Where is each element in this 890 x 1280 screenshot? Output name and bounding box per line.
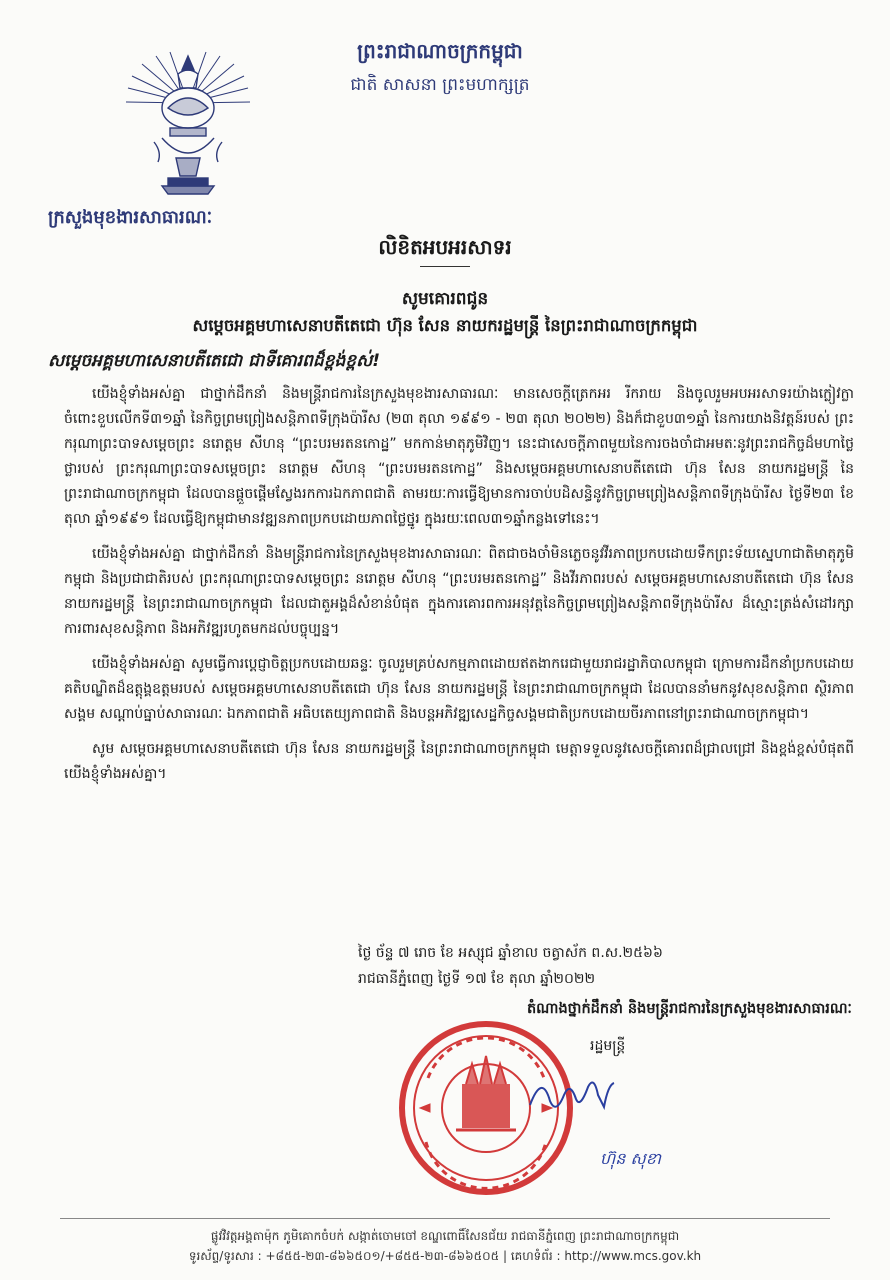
footer-contact: ទូរស័ព្ទ/ទូរសារ : +៨៥៥-២៣-៨៦៦៥០១/+៨៥៥-២៣-៨៦៦៥០៥ | គេហទំព័រ : http://www.mcs.gov.kh [188,1249,702,1263]
salutation: សម្ដេចអគ្គមហាសេនាបតីតេជោ ជាទីគោរពដ៏ខ្ពង់ខ្ពស់! [48,351,381,371]
solar-date: រាជធានីភ្នំពេញ ថ្ងៃទី ១៧ ខែ តុលា ឆ្នាំ២០២២ [358,971,596,987]
kingdom-name: ព្រះរាជាណាចក្រកម្ពុជា [357,39,523,63]
letter-title: លិខិតអបអរសាទរ [378,235,512,259]
footer [0,1226,890,1266]
lunar-date: ថ្ងៃ ច័ន្ទ ៧ រោច ខែ អស្សុជ ឆ្នាំខាល ចត្វាស័ក ព.ស.២៥៦៦ [358,945,663,961]
signatory-line: តំណាងថ្នាក់ដឹកនាំ និងមន្ត្រីរាជការនៃក្រសួងមុខងារសាធារណៈ [526,1001,852,1017]
royal-emblem-icon [118,48,258,196]
title-divider [420,266,470,267]
signer-position: រដ្ឋមន្ត្រី [590,1038,626,1054]
kingdom-heading [320,38,560,99]
recipient: សម្ដេចអគ្គមហាសេនាបតីតេជោ ហ៊ុន សែន នាយករដ្ឋមន្ត្រី នៃព្រះរាជាណាចក្រកម្ពុជា [192,316,698,335]
letter-body [64,382,854,797]
ministry-name: ក្រសួងមុខងារសាធារណៈ [48,207,213,228]
footer-divider [60,1218,830,1219]
signer-name: ហ៊ុន សុខា [600,1149,661,1168]
paragraph: យើងខ្ញុំទាំងអស់គ្នា ជាថ្នាក់ដឹកនាំ និងមន្ត្រីរាជការនៃក្រសួងមុខងារសាធារណៈ ពិតជាចងចាំមិនភ្លេចនូវវីរភាពប្រកបដោយទឹកព្រះទ័យស្នេហាជាតិមាតុភូមិកម្ពុជា និងប្រជាជាតិរបស់ ព្រះករុណាព្រះបាទសម្ដេចព្រះ នរោត្តម សីហនុ “ព្រះបរមរតនកោដ្ឋ” និងវីរភាពរបស់ សម្ដេចអគ្គមហាសេនាបតីតេជោ ហ៊ុន សែន នាយករដ្ឋមន្ត្រី នៃព្រះរាជាណាចក្រកម្ពុជា ដែលជាតួអង្គដ៏សំខាន់បំផុត ក្នុងការគោរពការអនុវត្តនៃកិច្ចព្រមព្រៀងសន្តិភាពទីក្រុងប៉ារីស ដ៏ស្មោះត្រង់សំដៅរក្សាការពារសុខសន្តិភាព និងអភិវឌ្ឍរហូតមកដល់បច្ចុប្បន្ន។ [64,546,854,637]
paragraph: សូម សម្ដេចអគ្គមហាសេនាបតីតេជោ ហ៊ុន សែន នាយករដ្ឋមន្ត្រី នៃព្រះរាជាណាចក្រកម្ពុជា មេត្តាទទួលនូវសេចក្ដីគោរពដ៏ជ្រាលជ្រៅ និងខ្ពង់ខ្ពស់បំផុតពីយើងខ្ញុំទាំងអស់គ្នា។ [64,741,854,782]
footer-address: ផ្លូវវិវត្តអង្គតាម៉ុក ភូមិគោកចំបក់ សង្កាត់ចោមចៅ ខណ្ឌពោធិ៍សែនជ័យ រាជធានីភ្នំពេញ ព្រះរាជាណាចក្រកម្ពុជា [210,1229,680,1243]
date-block [358,940,828,992]
respectfully-to: សូមគោរពជូន [401,289,489,309]
paragraph: យើងខ្ញុំទាំងអស់គ្នា ជាថ្នាក់ដឹកនាំ និងមន្ត្រីរាជការនៃក្រសួងមុខងារសាធារណៈ មានសេចក្ដីត្រេកអរ រីករាយ និងចូលរួមអបអរសាទរយ៉ាងក្លៀវក្លា ចំពោះខួបលើកទី៣១ឆ្នាំ នៃកិច្ចព្រមព្រៀងសន្តិភាពទីក្រុងប៉ារីស (២៣ តុលា ១៩៩១ - ២៣ តុលា ២០២២) និងក៏ជាខួប៣១ឆ្នាំ នៃការយាងនិវត្តន៍របស់ ព្រះករុណាព្រះបាទសម្ដេចព្រះ នរោត្តម សីហនុ “ព្រះបរមរតនកោដ្ឋ” មកកាន់មាតុភូមិវិញ។ នេះជាសេចក្ដីភាពមួយនៃការចងចាំជាអមតៈនូវព្រះរាជកិច្ចដ៏មហាថ្លៃថ្លារបស់ ព្រះករុណាព្រះបាទសម្ដេចព្រះ នរោត្តម សីហនុ “ព្រះបរមរតនកោដ្ឋ” និងសម្ដេចអគ្គមហាសេនាបតីតេជោ ហ៊ុន សែន នាយករដ្ឋមន្ត្រី នៃព្រះរាជាណាចក្រកម្ពុជា ដែលបានផ្ដួចផ្ដើមស្វែងរកការឯកភាពជាតិ តាមរយៈការធ្វើឱ្យមានការចាប់បដិសន្ធិនូវកិច្ចព្រមព្រៀងសន្តិភាពទីក្រុងប៉ារីស ថ្ងៃទី២៣ ខែតុលា ឆ្នាំ១៩៩១ ដែលធ្វើឱ្យកម្ពុជាមានវឌ្ឍនភាពប្រកបដោយភាពថ្លៃថ្នូរ ក្នុងរយៈពេល៣១ឆ្នាំកន្លងទៅនេះ។ [64,386,854,527]
national-motto: ជាតិ សាសនា ព្រះមហាក្សត្រ [350,75,530,95]
handwritten-signature-icon [520,1065,620,1120]
paragraph: យើងខ្ញុំទាំងអស់គ្នា សូមធ្វើការប្ដេជ្ញាចិត្តប្រកបដោយឆន្ទៈ ចូលរួមគ្រប់សកម្មភាពដោយឥតងាករេជាមួយរាជរដ្ឋាភិបាលកម្ពុជា ក្រោមការដឹកនាំប្រកបដោយគតិបណ្ឌិតដ៏ឧត្តុង្គឧត្តមរបស់ សម្ដេចអគ្គមហាសេនាបតីតេជោ ហ៊ុន សែន នាយករដ្ឋមន្ត្រី នៃព្រះរាជាណាចក្រកម្ពុជា ដែលបាននាំមកនូវសុខសន្តិភាព ស្ថិរភាពសង្គម សណ្ដាប់ធ្នាប់សាធារណៈ ឯកភាពជាតិ អធិបតេយ្យភាពជាតិ និងបន្តអភិវឌ្ឍសេដ្ឋកិច្ចសង្គមជាតិប្រកបដោយចីរភាពនៅព្រះរាជាណាចក្រកម្ពុជា។ [64,656,854,722]
